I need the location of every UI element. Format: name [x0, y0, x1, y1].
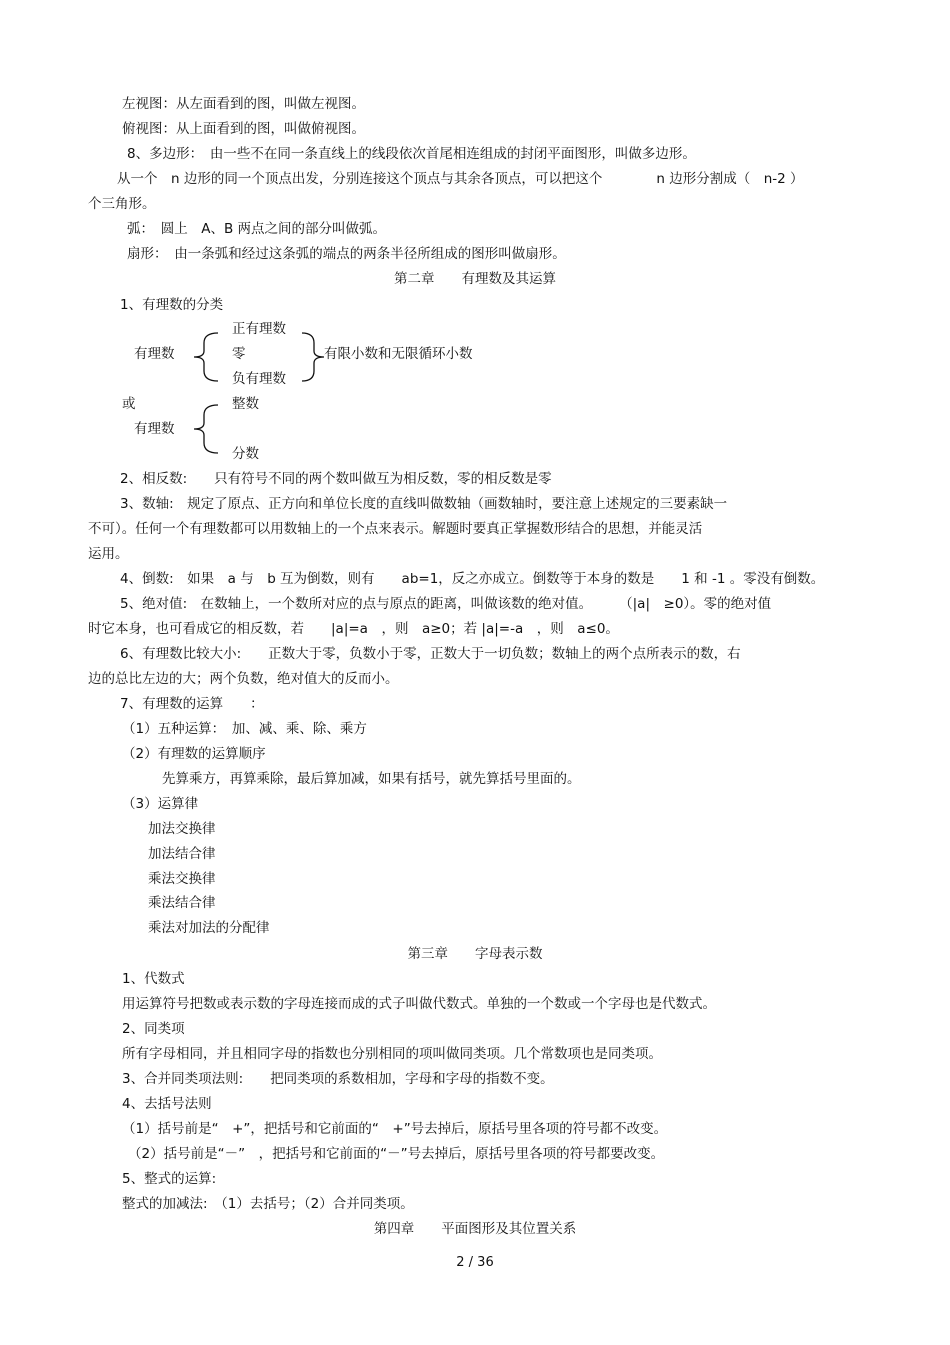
section-compare-cont: 边的总比左边的大；两个负数，绝对值大的反而小。	[88, 671, 399, 687]
section-number-line-cont-2: 运用。	[88, 546, 129, 562]
section-opposite-numbers: 2、相反数: 只有符号不同的两个数叫做互为相反数，零的相反数是零	[120, 471, 552, 487]
diagram-2-item-fraction: 分数	[232, 446, 259, 462]
polynomial-add-subtract: 整式的加减法: （1）去括号；（2）合并同类项。	[122, 1196, 414, 1212]
text-or: 或	[122, 396, 136, 412]
text-line-polygon: 8、多边形： 由一些不在同一条直线上的线段依次首尾相连组成的封闭平面图形，叫做多边形。	[127, 146, 696, 162]
section-polynomial-operations: 5、整式的运算:	[122, 1171, 217, 1187]
chapter-2-heading: 第二章 有理数及其运算	[394, 271, 556, 287]
section-combine-like-terms: 3、合并同类项法则: 把同类项的系数相加，字母和字母的指数不变。	[122, 1071, 554, 1087]
section-like-terms: 2、同类项	[122, 1021, 185, 1037]
law-mul-associative: 乘法结合律	[148, 895, 216, 911]
section-algebraic-expression: 1、代数式	[122, 971, 185, 987]
section-number-line-cont-1: 不可）。任何一个有理数都可以用数轴上的一个点来表示。解题时要真正掌握数形结合的思想，并能灵活	[88, 521, 703, 537]
section-absolute-value-cont: 时它本身，也可看成它的相反数，若 |a|=a ，则 a≥0；若 |a|=-a ，则 a≤0。	[88, 621, 619, 637]
remove-brackets-minus: （2）括号前是“－” ，把括号和它前面的“－”号去掉后，原括号里各项的符号都要改变。	[128, 1146, 665, 1162]
like-terms-text: 所有字母相同，并且相同字母的指数也分别相同的项叫做同类项。几个常数项也是同类项。	[122, 1046, 662, 1062]
left-brace-icon	[190, 331, 220, 383]
operations-order: （2）有理数的运算顺序	[122, 746, 266, 762]
diagram-1-item-negative: 负有理数	[232, 371, 286, 387]
section-operations: 7、有理数的运算 ：	[120, 696, 264, 712]
operations-order-text: 先算乘方，再算乘除，最后算加减，如果有括号，就先算括号里面的。	[162, 771, 581, 787]
section-remove-brackets: 4、去括号法则	[122, 1096, 212, 1112]
left-brace-icon	[190, 403, 220, 455]
diagram-2-root: 有理数	[134, 421, 175, 437]
law-distributive: 乘法对加法的分配律	[148, 920, 270, 936]
law-add-associative: 加法结合律	[148, 846, 216, 862]
page-number: 2 / 36	[456, 1255, 494, 1270]
algebraic-expression-text: 用运算符号把数或表示数的字母连接而成的式子叫做代数式。单独的一个数或一个字母也是代数式。	[122, 996, 716, 1012]
right-brace-icon	[300, 331, 326, 383]
text-line-polygon-split: 从一个 n 边形的同一个顶点出发，分别连接这个顶点与其余各顶点，可以把这个 n 边形分割成（ n-2 ）	[117, 171, 804, 187]
diagram-2-item-integer: 整数	[232, 396, 259, 412]
chapter-4-heading: 第四章 平面图形及其位置关系	[373, 1221, 577, 1237]
section-reciprocal: 4、倒数: 如果 a 与 b 互为倒数，则有 ab=1，反之亦成立。倒数等于本身的数是 1 和 -1 。零没有倒数。	[120, 571, 825, 587]
text-line-polygon-split-cont: 个三角形。	[88, 196, 156, 212]
remove-brackets-plus: （1）括号前是“ +”，把括号和它前面的“ +”号去掉后，原括号里各项的符号都不改变。	[122, 1121, 668, 1137]
law-mul-commutative: 乘法交换律	[148, 871, 216, 887]
operations-five: （1）五种运算： 加、减、乘、除、乘方	[122, 721, 367, 737]
diagram-1-item-zero: 零	[232, 346, 246, 362]
section-number-line: 3、数轴: 规定了原点、正方向和单位长度的直线叫做数轴（画数轴时，要注意上述规定的三要素缺一	[120, 496, 728, 512]
text-line-left-view: 左视图：从左面看到的图，叫做左视图。	[122, 96, 365, 112]
diagram-1-right-label: 有限小数和无限循环小数	[324, 346, 473, 362]
operations-laws: （3）运算律	[122, 796, 199, 812]
section-absolute-value: 5、绝对值: 在数轴上，一个数所对应的点与原点的距离，叫做该数的绝对值。 （|a| ≥0）。零的绝对值	[120, 596, 772, 612]
diagram-1-item-positive: 正有理数	[232, 321, 286, 337]
text-line-top-view: 俯视图：从上面看到的图，叫做俯视图。	[122, 121, 365, 137]
section-rational-classification: 1、有理数的分类	[120, 297, 224, 313]
chapter-3-heading: 第三章 字母表示数	[407, 946, 543, 962]
text-line-arc: 弧： 圆上 A、B 两点之间的部分叫做弧。	[127, 221, 387, 237]
section-compare: 6、有理数比较大小: 正数大于零，负数小于零，正数大于一切负数；数轴上的两个点所表示的数，右	[120, 646, 741, 662]
diagram-1-root: 有理数	[134, 346, 175, 362]
law-add-commutative: 加法交换律	[148, 821, 216, 837]
text-line-sector: 扇形： 由一条弧和经过这条弧的端点的两条半径所组成的图形叫做扇形。	[127, 246, 566, 262]
